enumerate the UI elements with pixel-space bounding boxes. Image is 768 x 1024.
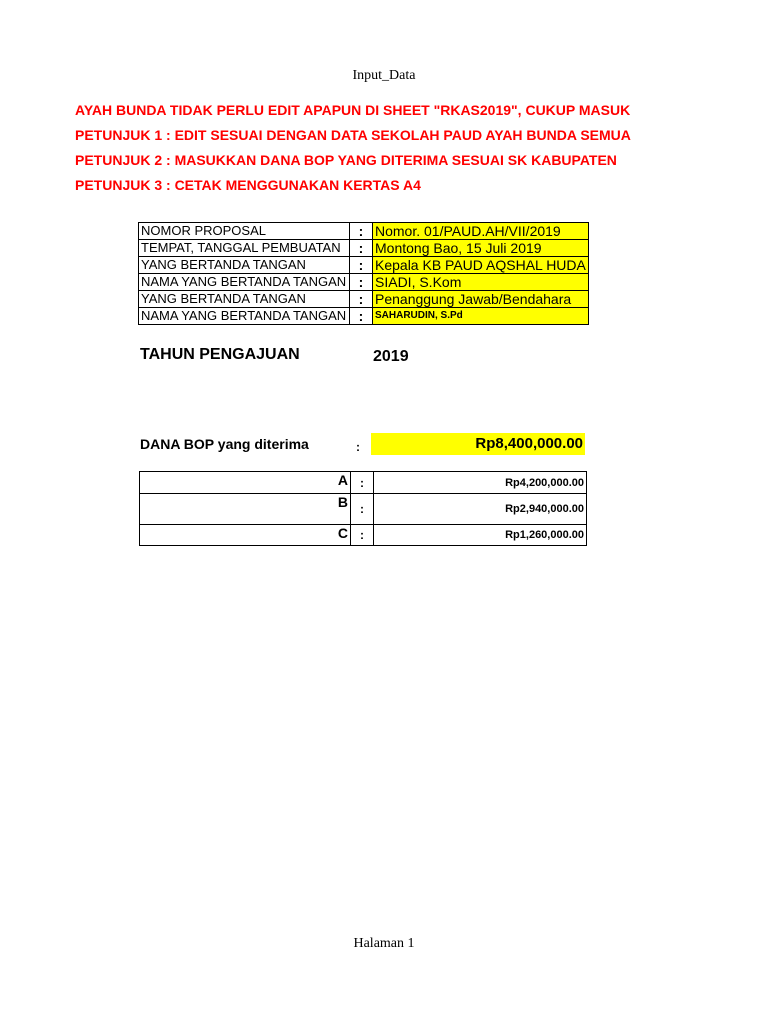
tahun-pengajuan-value[interactable]: 2019 bbox=[373, 348, 409, 365]
table-row bbox=[139, 291, 589, 308]
info-colon: : bbox=[350, 223, 373, 240]
info-value-cell[interactable]: Montong Bao, 15 Juli 2019 bbox=[373, 240, 589, 257]
instructions-block bbox=[75, 98, 631, 198]
split-colon: : bbox=[351, 494, 374, 525]
split-label: C bbox=[140, 525, 351, 546]
instruction-line: PETUNJUK 2 : MASUKKAN DANA BOP YANG DITERIMA SESUAI SK KABUPATEN bbox=[75, 152, 617, 168]
dana-split-table bbox=[139, 471, 587, 546]
table-row bbox=[140, 472, 587, 494]
info-colon: : bbox=[350, 308, 373, 325]
split-colon: : bbox=[351, 472, 374, 494]
info-colon: : bbox=[350, 291, 373, 308]
info-label: YANG BERTANDA TANGAN bbox=[139, 291, 350, 308]
info-colon: : bbox=[350, 240, 373, 257]
proposal-info-table bbox=[138, 222, 589, 325]
info-value-cell[interactable]: Penanggung Jawab/Bendahara bbox=[373, 291, 589, 308]
info-value-cell[interactable]: Nomor. 01/PAUD.AH/VII/2019 bbox=[373, 223, 589, 240]
table-row bbox=[140, 525, 587, 546]
split-label: B bbox=[140, 494, 351, 525]
split-value: Rp2,940,000.00 bbox=[374, 494, 587, 525]
dana-bop-input[interactable]: Rp8,400,000.00 bbox=[371, 433, 585, 455]
split-value: Rp1,260,000.00 bbox=[374, 525, 587, 546]
info-value-cell[interactable]: SIADI, S.Kom bbox=[373, 274, 589, 291]
split-value: Rp4,200,000.00 bbox=[374, 472, 587, 494]
info-label: TEMPAT, TANGGAL PEMBUATAN bbox=[139, 240, 350, 257]
info-value-cell[interactable]: Kepala KB PAUD AQSHAL HUDA bbox=[373, 257, 589, 274]
info-value-cell[interactable]: SAHARUDIN, S.Pd bbox=[373, 308, 589, 325]
table-row bbox=[139, 308, 589, 325]
instruction-line: PETUNJUK 1 : EDIT SESUAI DENGAN DATA SEKOLAH PAUD AYAH BUNDA SEMUA bbox=[75, 127, 631, 143]
info-label: YANG BERTANDA TANGAN bbox=[139, 257, 350, 274]
info-colon: : bbox=[350, 274, 373, 291]
info-label: NOMOR PROPOSAL bbox=[139, 223, 350, 240]
split-colon: : bbox=[351, 525, 374, 546]
info-label: NAMA YANG BERTANDA TANGAN bbox=[139, 274, 350, 291]
sheet-title: Input_Data bbox=[352, 68, 416, 83]
tahun-pengajuan-label: TAHUN PENGAJUAN bbox=[140, 346, 300, 363]
table-row bbox=[140, 494, 587, 525]
info-label: NAMA YANG BERTANDA TANGAN bbox=[139, 308, 350, 325]
table-row bbox=[139, 274, 589, 291]
instruction-line: PETUNJUK 3 : CETAK MENGGUNAKAN KERTAS A4 bbox=[75, 177, 421, 193]
table-row bbox=[139, 240, 589, 257]
split-label: A bbox=[140, 472, 351, 494]
info-colon: : bbox=[350, 257, 373, 274]
dana-bop-label: DANA BOP yang diterima bbox=[140, 436, 309, 452]
table-row bbox=[139, 257, 589, 274]
dana-bop-colon: : bbox=[356, 440, 360, 454]
page-footer: Halaman 1 bbox=[353, 936, 415, 951]
table-row bbox=[139, 223, 589, 240]
instruction-line: AYAH BUNDA TIDAK PERLU EDIT APAPUN DI SHEET "RKAS2019", CUKUP MASUK bbox=[75, 102, 631, 118]
